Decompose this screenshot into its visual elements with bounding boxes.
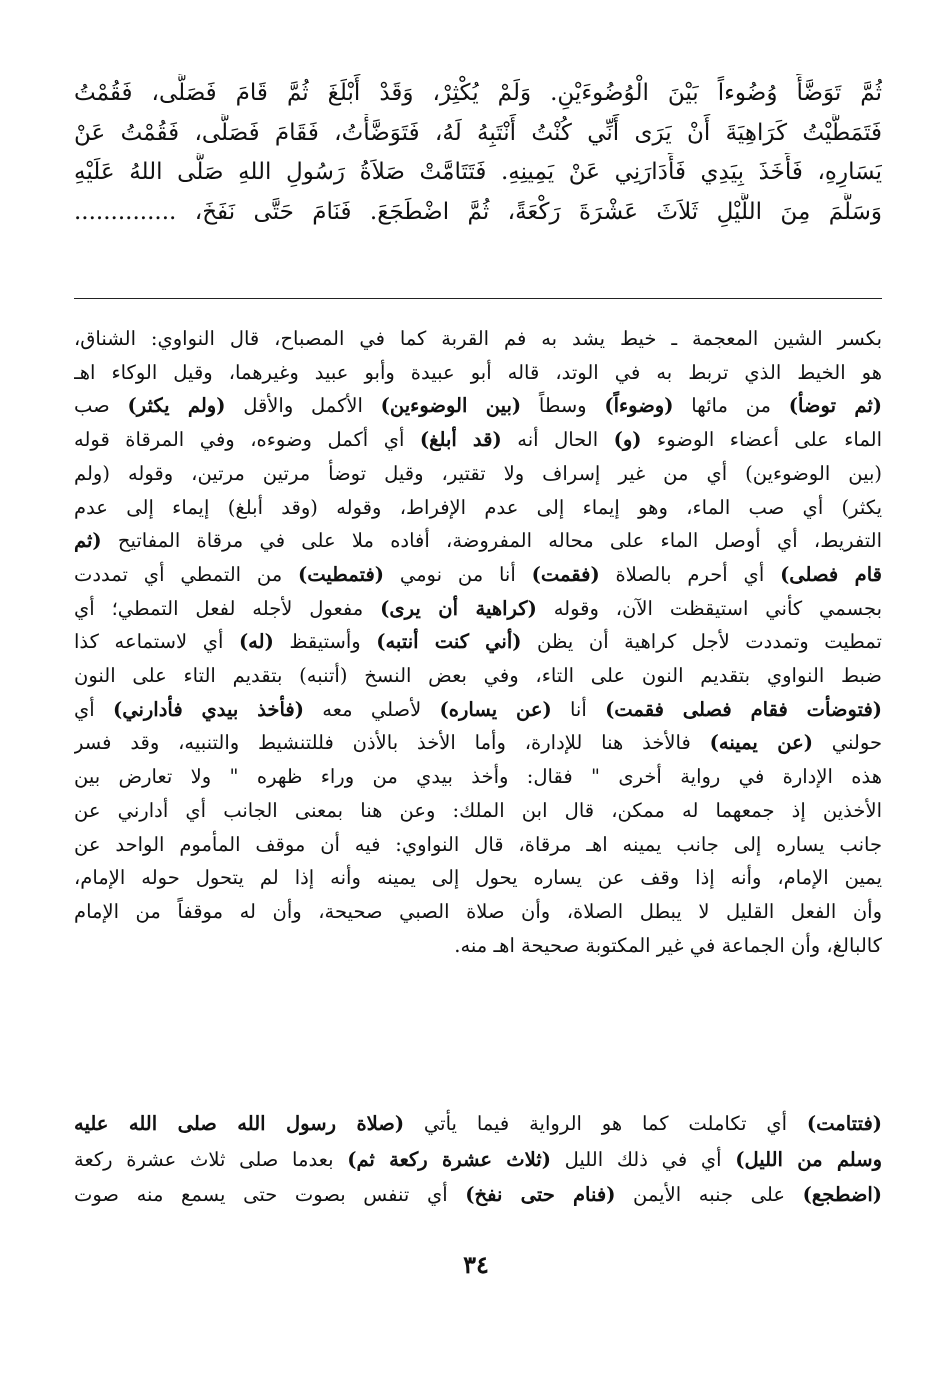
text-segment: تمطيت وتمددت لأجل كراهية أن يظن [521, 630, 882, 654]
text-segment: أنا [551, 697, 606, 721]
text-segment: وَسَلَّمَ مِنَ اللَّيْلِ ثَلاَثَ عَشْرَةَ رَكْعَةً، ثُمَّ اضْطَجَعَ. فَنَامَ حَتَّى نَفَخَ، .............. [74, 198, 882, 225]
text-segment: وسطاً [521, 394, 605, 418]
bold-quoted-phrase: (كراهية أن يرى) [380, 596, 537, 620]
text-line [74, 794, 882, 828]
text-segment: من مائها [673, 394, 789, 418]
bold-quoted-phrase: (ثلاث عشرة ركعة ثم) [347, 1147, 551, 1171]
text-line [74, 592, 882, 626]
text-line [74, 356, 882, 390]
text-segment: بكسر الشين المعجمة ـ خيط يشد به فم القربة كما في المصباح، قال النواوي: الشناق، [74, 327, 882, 350]
text-line [74, 760, 882, 794]
text-line [74, 625, 882, 659]
text-segment: هذه الإدارة في رواية أخرى " فقال: وأخذ بيدي من وراء ظهره " ولا تعارض بين [74, 765, 882, 789]
footnote-divider [74, 298, 882, 299]
text-line [74, 153, 882, 193]
text-line [74, 322, 882, 356]
bold-quoted-phrase: (ولم يكثر) [127, 394, 226, 418]
text-segment: فَتَمَطَّيْتُ كَرَاهِيَةَ أَنْ يَرَى أَنِّي كُنْتُ أَنْتَبِهُ لَهُ، فَتَوَضَّأْتُ، فَقَامَ فَصَلَّى، فَقُمْتُ عَنْ [74, 119, 882, 146]
text-segment: أنا من نومي [384, 562, 532, 586]
text-segment: أي أحرم بالصلاة [599, 562, 781, 586]
hadith-text [74, 74, 882, 232]
bold-quoted-phrase: (صلاة رسول الله صلى الله عليه [74, 1112, 405, 1135]
text-line [74, 659, 882, 693]
bold-quoted-phrase: (أني كنت أنتبه) [376, 630, 522, 654]
text-line [74, 828, 882, 862]
bold-quoted-phrase: (فتتامت) [806, 1112, 882, 1135]
text-line [74, 1142, 882, 1178]
text-segment: لأصلي معه [303, 697, 440, 721]
text-segment: من التمطي أي تمددت [74, 562, 299, 586]
text-line [74, 693, 882, 727]
text-segment: يكثر) أي صب الماء، وهو إيماء إلى عدم الإفراط، وقوله (وقد أبلغ) إيماء إلى عدم [74, 495, 882, 519]
text-segment: أي [74, 697, 113, 721]
bold-quoted-phrase: (عن يساره) [439, 697, 552, 721]
commentary-paragraph-2 [74, 1106, 882, 1213]
text-segment: صب [74, 394, 128, 418]
bold-quoted-phrase: (ثم [74, 529, 102, 553]
text-line [74, 861, 882, 895]
text-segment: على جنبه الأيمن [615, 1183, 803, 1207]
text-line [74, 1106, 882, 1142]
text-segment: وأن الفعل القليل لا يبطل الصلاة، وأن صلاة الصبي صحيحة، وأن له موقفاً من الإمام [74, 899, 882, 923]
text-segment: جانب يساره إلى جانب يمينه اهـ مرقاة، قال النواوي: فيه أن موقف المأموم الواحد عن [74, 832, 882, 856]
text-segment: هو الخيط الذي تربط به في الوتد، قاله أبو عبيدة وأبو عبيد وغيرهما، وقيل الوكاء اهـ [74, 360, 882, 384]
text-segment: ثُمَّ تَوَضَّأَ وُضُوءاً بَيْنَ الْوُضُوءَيْنِ. وَلَمْ يُكْثِرْ، وَقَدْ أَبْلَغَ ثُمَّ قَامَ فَصَلَّى، فَقُمْتُ [74, 80, 882, 106]
bold-quoted-phrase: (قد أبلغ) [419, 428, 502, 452]
text-segment: بجسمي كأني استيقظت الآن، وقوله [536, 596, 882, 620]
bold-quoted-phrase: (ثم توضأ) [788, 394, 882, 418]
text-line [74, 389, 882, 423]
text-line [74, 1177, 882, 1213]
bold-quoted-phrase: (اضطجع) [802, 1183, 882, 1207]
page-number: ٣٤ [463, 1250, 489, 1279]
text-segment: أي أكمل وضوءه، وفي المرقاة قوله [74, 428, 420, 452]
text-segment: الحال أنه [501, 428, 614, 452]
bold-quoted-phrase: (وضوءاً) [604, 394, 674, 418]
text-line [74, 929, 882, 963]
text-line [74, 726, 882, 760]
bold-quoted-phrase: (و) [613, 428, 642, 452]
bold-quoted-phrase: (عن يمينه) [709, 731, 813, 755]
bold-quoted-phrase: قام فصلى) [780, 562, 882, 586]
text-line [74, 114, 882, 154]
commentary-paragraph-1 [74, 322, 882, 962]
text-segment: بعدما صلى ثلاث عشرة ركعة [74, 1147, 348, 1171]
text-segment: التفريط، أي أوصل الماء على محاله المفروضة، أفاده ملا على في مرقاة المفاتيح [101, 529, 882, 553]
text-line [74, 524, 882, 558]
text-line [74, 491, 882, 525]
bold-quoted-phrase: (بين الوضوءين) [380, 394, 522, 418]
text-segment: الأخذين إذ جمعهما له ممكن، قال ابن الملك: وعن هنا بمعنى الجانب أي أدارني عن [74, 798, 882, 822]
text-segment: (بين الوضوءين) أي من غير إسراف ولا تقتير، وقيل توضأ مرتين مرتين، وقوله (ولم [74, 461, 882, 485]
text-line [74, 457, 882, 491]
text-segment: أي تنفس بصوت حتى يسمع منه صوت [74, 1183, 466, 1207]
text-segment: يَسَارِهِ، فَأَخَذَ بِيَدِي فَأَدَارَنِي عَنْ يَمِينِهِ. فَتَتَامَّتْ صَلاَةُ رَسُولِ اللهِ صَلَّى اللهُ عَلَيْهِ [74, 159, 882, 185]
bold-quoted-phrase: (فتوضأت فقام فصلى فقمت) [605, 697, 882, 721]
text-segment: يمين الإمام، وأنه إذا وقف عن يساره يحول إلى يمينه وأنه إذا لم يتحول حوله الإمام، [74, 866, 882, 890]
text-line [74, 895, 882, 929]
text-line [74, 74, 882, 114]
text-line [74, 423, 882, 457]
text-segment: وأستيقظ [273, 630, 377, 654]
text-line [74, 193, 882, 233]
text-segment: أي في ذلك الليل [550, 1147, 736, 1171]
text-segment: كالبالغ، وأن الجماعة في غير المكتوبة صحيحة اهـ منه. [454, 933, 882, 957]
bold-quoted-phrase: (فأخذ بيدي فأدارني) [112, 697, 304, 721]
bold-quoted-phrase: (له) [238, 630, 274, 654]
text-segment: حولني [812, 731, 882, 755]
text-segment: مفعول لأجله لفعل التمطي؛ أي [74, 596, 381, 620]
text-segment: ضبط النواوي بتقديم النون على التاء، وفي بعض النسخ (أتنبه) بتقديم التاء على النون [74, 664, 882, 688]
text-segment: الأكمل والأقل [225, 394, 381, 418]
text-segment: فالأخذ هنا للإدارة، وأما الأخذ بالأذن فللتنشيط والتنبيه، وقد فسر [74, 731, 710, 755]
bold-quoted-phrase: (فقمت) [531, 562, 600, 586]
bold-quoted-phrase: (فنام حتى نفخ) [465, 1183, 616, 1207]
text-segment: أي لاستماعه كذا [74, 630, 239, 654]
text-segment: الماء على أعضاء الوضوء [641, 428, 882, 452]
bold-quoted-phrase: وسلم من الليل) [735, 1147, 882, 1171]
bold-quoted-phrase: (فتمطيت) [298, 562, 385, 586]
text-line [74, 558, 882, 592]
text-segment: أي تكاملت كما هو الرواية فيما يأتي [404, 1112, 807, 1135]
